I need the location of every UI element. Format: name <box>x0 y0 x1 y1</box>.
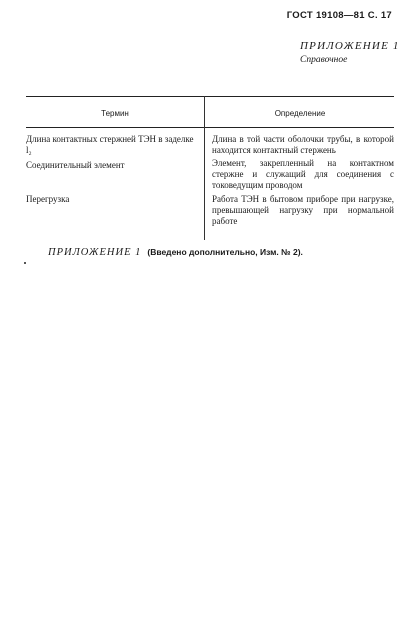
footer-note <box>48 247 303 258</box>
table-top-rule <box>26 96 394 97</box>
footer-amendment-note: (Введено дополнительно, Изм. № 2). <box>147 247 303 257</box>
column-header-definition: Определение <box>274 109 326 118</box>
column-header-term: Термин <box>101 109 129 118</box>
standard-number: ГОСТ 19108—81 С. 17 <box>286 10 392 21</box>
appendix-title: ПРИЛОЖЕНИЕ 1 <box>300 40 400 52</box>
appendix-subtitle: Справочное <box>300 55 348 65</box>
row-1-term: Длина контактных стержней ТЭН в заделке l₂ <box>26 134 194 155</box>
row-2-term: Соединительный элемент <box>26 160 125 170</box>
footer-appendix-label: ПРИЛОЖЕНИЕ 1 <box>48 247 142 258</box>
table-column-divider <box>204 96 205 240</box>
row-3-definition: Работа ТЭН в бытовом приборе при нагрузке, превышающей нагрузку при нормальной работе <box>212 194 394 226</box>
row-3-term: Перегрузка <box>26 194 70 204</box>
row-2-definition: Элемент, закрепленный на контактном стержне и служащий для соединения с токоведущим проводом <box>212 158 394 190</box>
table-header-rule <box>26 127 394 128</box>
page-speck <box>24 262 26 264</box>
row-1-definition: Длина в той части оболочки трубы, в которой находится контактный стержень <box>212 134 394 155</box>
